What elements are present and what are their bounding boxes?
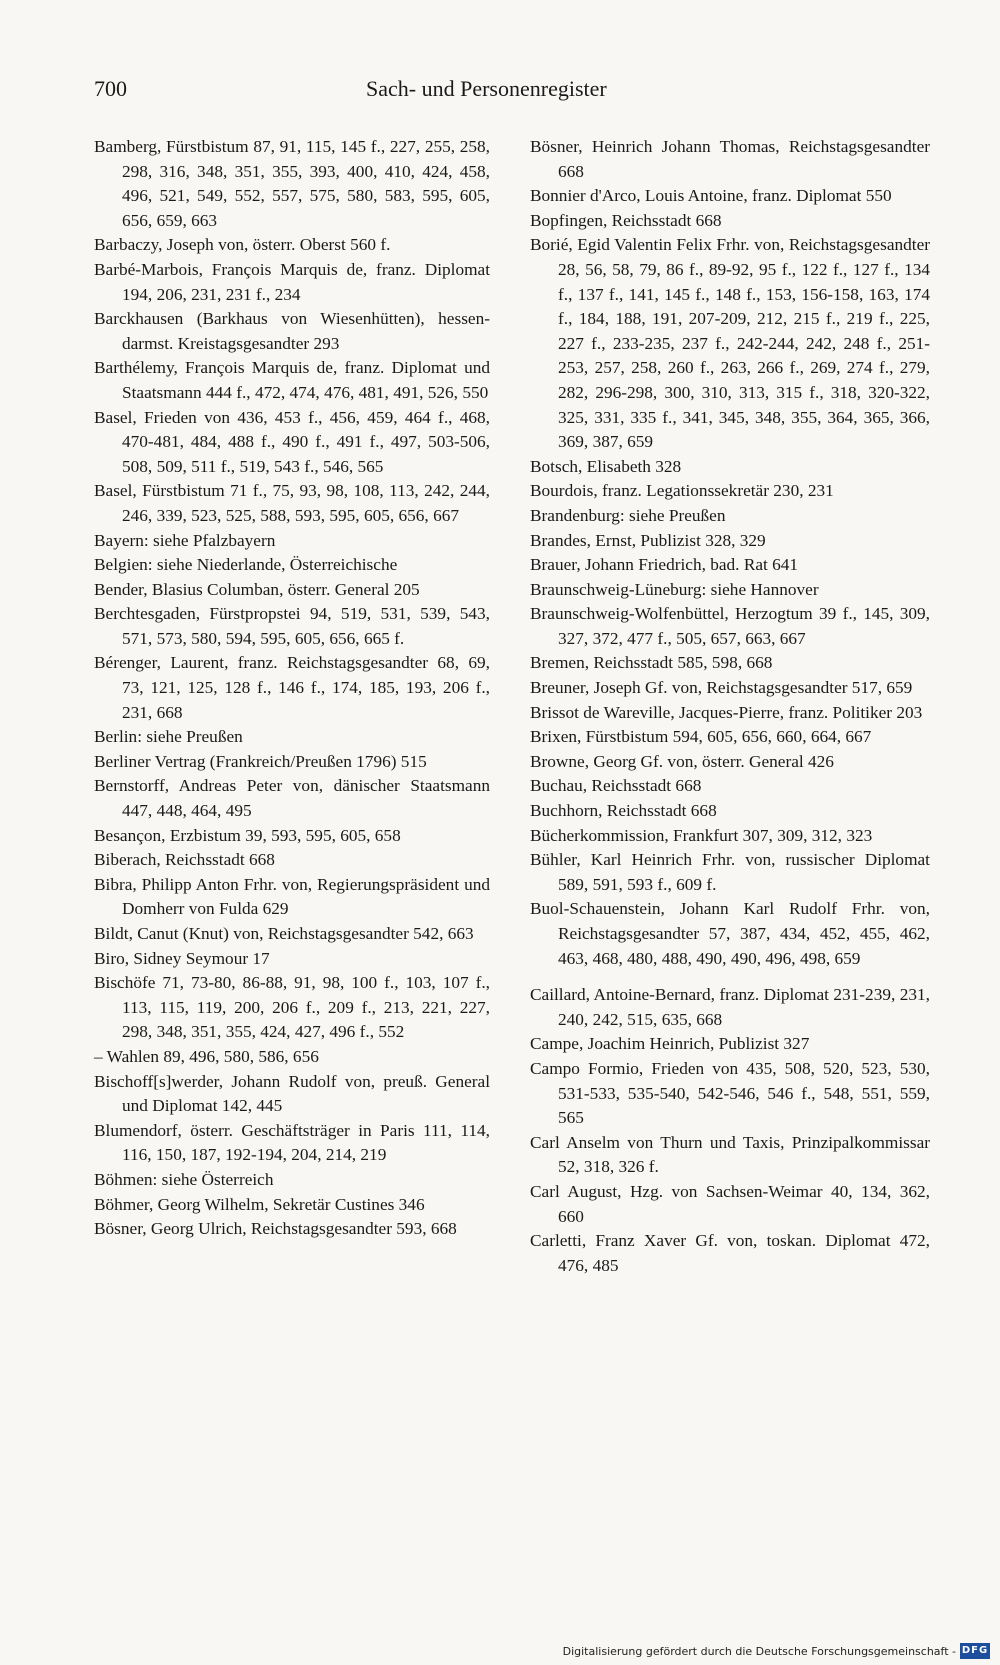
index-entry: Braunschweig-Lüneburg: siehe Hannover	[530, 579, 819, 599]
index-entry: Carl August, Hzg. von Sachsen-Weimar 40, 134, 362, 660	[530, 1181, 930, 1226]
index-entry: Besançon, Erzbistum 39, 593, 595, 605, 658	[94, 825, 401, 845]
index-entry: Blumendorf, österr. Geschäftsträger in Paris 111, 114, 116, 150, 187, 192-194, 204, 214, 219	[94, 1120, 490, 1165]
digitization-footer	[0, 1637, 1000, 1665]
index-entry: Carl Anselm von Thurn und Taxis, Prinzipalkommissar 52, 318, 326 f.	[530, 1132, 930, 1177]
index-entry: Brissot de Wareville, Jacques-Pierre, franz. Politiker 203	[530, 702, 923, 722]
index-entry: Bayern: siehe Pfalzbayern	[94, 530, 276, 550]
index-entry: Campo Formio, Frieden von 435, 508, 520, 523, 530, 531-533, 535-540, 542-546, 546 f., 548, 551, 559, 565	[530, 1058, 930, 1128]
index-entry: Bérenger, Laurent, franz. Reichstagsgesandter 68, 69, 73, 121, 125, 128 f., 146 f., 174, 185, 193, 206 f., 231, 668	[94, 653, 490, 722]
index-entry: Bopfingen, Reichsstadt 668	[530, 210, 722, 230]
index-entry: Barbé-Marbois, François Marquis de, franz. Diplomat 194, 206, 231, 231 f., 234	[94, 259, 490, 304]
index-entry: Buchhorn, Reichsstadt 668	[530, 801, 717, 821]
index-entry: Bösner, Heinrich Johann Thomas, Reichstagsgesandter 668	[530, 137, 930, 181]
index-entry: Botsch, Elisabeth 328	[530, 456, 682, 476]
running-head: Sach- und Personenregister	[366, 76, 607, 101]
index-entry: Caillard, Antoine-Bernard, franz. Diplomat 231-239, 231, 240, 242, 515, 635, 668	[530, 985, 930, 1029]
index-entry: Basel, Fürstbistum 71 f., 75, 93, 98, 108, 113, 242, 244, 246, 339, 523, 525, 588, 593, 595, 605, 656, 667	[94, 481, 490, 525]
index-entry: Bischoff[s]werder, Johann Rudolf von, preuß. General und Diplomat 142, 445	[94, 1071, 490, 1116]
index-entry: Bourdois, franz. Legationssekretär 230, 231	[530, 481, 834, 501]
index-entry: Bösner, Georg Ulrich, Reichstagsgesandter 593, 668	[94, 1219, 457, 1239]
index-entry: Basel, Frieden von 436, 453 f., 456, 459, 464 f., 468, 470-481, 484, 488 f., 490 f., 491 f., 497, 503-506, 508, 509, 511 f., 519, 543 f., 546, 565	[94, 407, 490, 476]
index-entry: Bischöfe 71, 73-80, 86-88, 91, 98, 100 f., 103, 107 f., 113, 115, 119, 200, 206 f., 209 f., 213, 221, 227, 298, 348, 351, 355, 424, 427, 496 f., 552	[94, 973, 490, 1042]
index-entry: Borié, Egid Valentin Felix Frhr. von, Reichstagsgesandter 28, 56, 58, 79, 86 f., 89-92, 95 f., 122 f., 127 f., 134 f., 137 f., 141, 145 f., 148 f., 153, 156-158, 163, 174 f., 184, 188, 191, 207-209, 212, 215 f., 219 f., 225, 227 f., 233-235, 237 f., 242-244, 242, 248 f., 251-253, 257, 258, 260 f., 263, 266 f., 269, 274 f., 279, 282, 296-298, 300, 310, 313, 315 f., 318, 320-322, 325, 331, 335 f., 341, 345, 348, 355, 364, 365, 366, 369, 387, 659	[530, 235, 930, 452]
index-entry: Berliner Vertrag (Frankreich/Preußen 1796) 515	[94, 751, 427, 771]
index-entry: Brandes, Ernst, Publizist 328, 329	[530, 530, 766, 550]
index-entry: Browne, Georg Gf. von, österr. General 426	[530, 751, 834, 771]
index-entry: Braunschweig-Wolfenbüttel, Herzogtum 39 f., 145, 309, 327, 372, 477 f., 505, 657, 663, 667	[530, 604, 930, 648]
index-entry: Campe, Joachim Heinrich, Publizist 327	[530, 1034, 810, 1054]
right-column	[530, 135, 930, 1278]
index-entry: Barthélemy, François Marquis de, franz. Diplomat und Staatsmann 444 f., 472, 474, 476, 481, 491, 526, 550	[94, 358, 490, 402]
index-entry: Bender, Blasius Columban, österr. General 205	[94, 579, 420, 599]
index-entry: Buchau, Reichsstadt 668	[530, 776, 702, 796]
index-entry: Carletti, Franz Xaver Gf. von, toskan. Diplomat 472, 476, 485	[530, 1231, 930, 1275]
index-entry: Bamberg, Fürstbistum 87, 91, 115, 145 f., 227, 255, 258, 298, 316, 348, 351, 355, 393, 400, 410, 424, 458, 496, 521, 549, 552, 557, 575, 580, 583, 595, 605, 656, 659, 663	[94, 137, 490, 230]
index-entry: Buol-Schauenstein, Johann Karl Rudolf Frhr. von, Reichstagsgesandter 57, 387, 434, 452, 455, 462, 463, 468, 480, 488, 490, 490, 496, 498, 659	[530, 899, 930, 968]
index-entry: Biro, Sidney Seymour 17	[94, 948, 270, 968]
index-entry: Breuner, Joseph Gf. von, Reichstagsgesandter 517, 659	[530, 678, 913, 698]
index-entry: Bernstorff, Andreas Peter von, dänischer Staatsmann 447, 448, 464, 495	[94, 776, 490, 821]
index-entry: Barckhausen (Barkhaus von Wiesenhütten), hessen-darmst. Kreistagsgesandter 293	[94, 309, 490, 353]
index-entry: Böhmer, Georg Wilhelm, Sekretär Custines 346	[94, 1194, 425, 1214]
index-entry: Brixen, Fürstbistum 594, 605, 656, 660, 664, 667	[530, 727, 872, 747]
index-entry: Barbaczy, Joseph von, österr. Oberst 560 f.	[94, 235, 391, 255]
index-entry: Biberach, Reichsstadt 668	[94, 850, 275, 870]
index-entry: Berlin: siehe Preußen	[94, 727, 243, 747]
left-column	[94, 135, 490, 1242]
index-entry: Berchtesgaden, Fürstpropstei 94, 519, 531, 539, 543, 571, 573, 580, 594, 595, 605, 656, 665 f.	[94, 604, 490, 648]
index-entry: Böhmen: siehe Österreich	[94, 1169, 274, 1189]
index-entry: Bonnier d'Arco, Louis Antoine, franz. Diplomat 550	[530, 186, 892, 206]
index-entry: Bremen, Reichsstadt 585, 598, 668	[530, 653, 773, 673]
index-entry: Bücherkommission, Frankfurt 307, 309, 312, 323	[530, 825, 873, 845]
index-entry: Brauer, Johann Friedrich, bad. Rat 641	[530, 555, 799, 575]
dfg-logo-icon: DFG	[960, 1643, 990, 1659]
index-entry: Brandenburg: siehe Preußen	[530, 505, 726, 525]
index-entry: Bühler, Karl Heinrich Frhr. von, russischer Diplomat 589, 591, 593 f., 609 f.	[530, 850, 930, 894]
footer-credit: Digitalisierung gefördert durch die Deutsche Forschungsgemeinschaft -	[562, 1644, 956, 1658]
index-entry: Bildt, Canut (Knut) von, Reichstagsgesandter 542, 663	[94, 924, 474, 943]
index-entry: Bibra, Philipp Anton Frhr. von, Regierungspräsident und Domherr von Fulda 629	[94, 874, 490, 919]
index-entry: – Wahlen 89, 496, 580, 586, 656	[94, 1046, 319, 1066]
index-entry: Belgien: siehe Niederlande, Österreichische	[94, 555, 398, 575]
page-number: 700	[94, 76, 127, 101]
